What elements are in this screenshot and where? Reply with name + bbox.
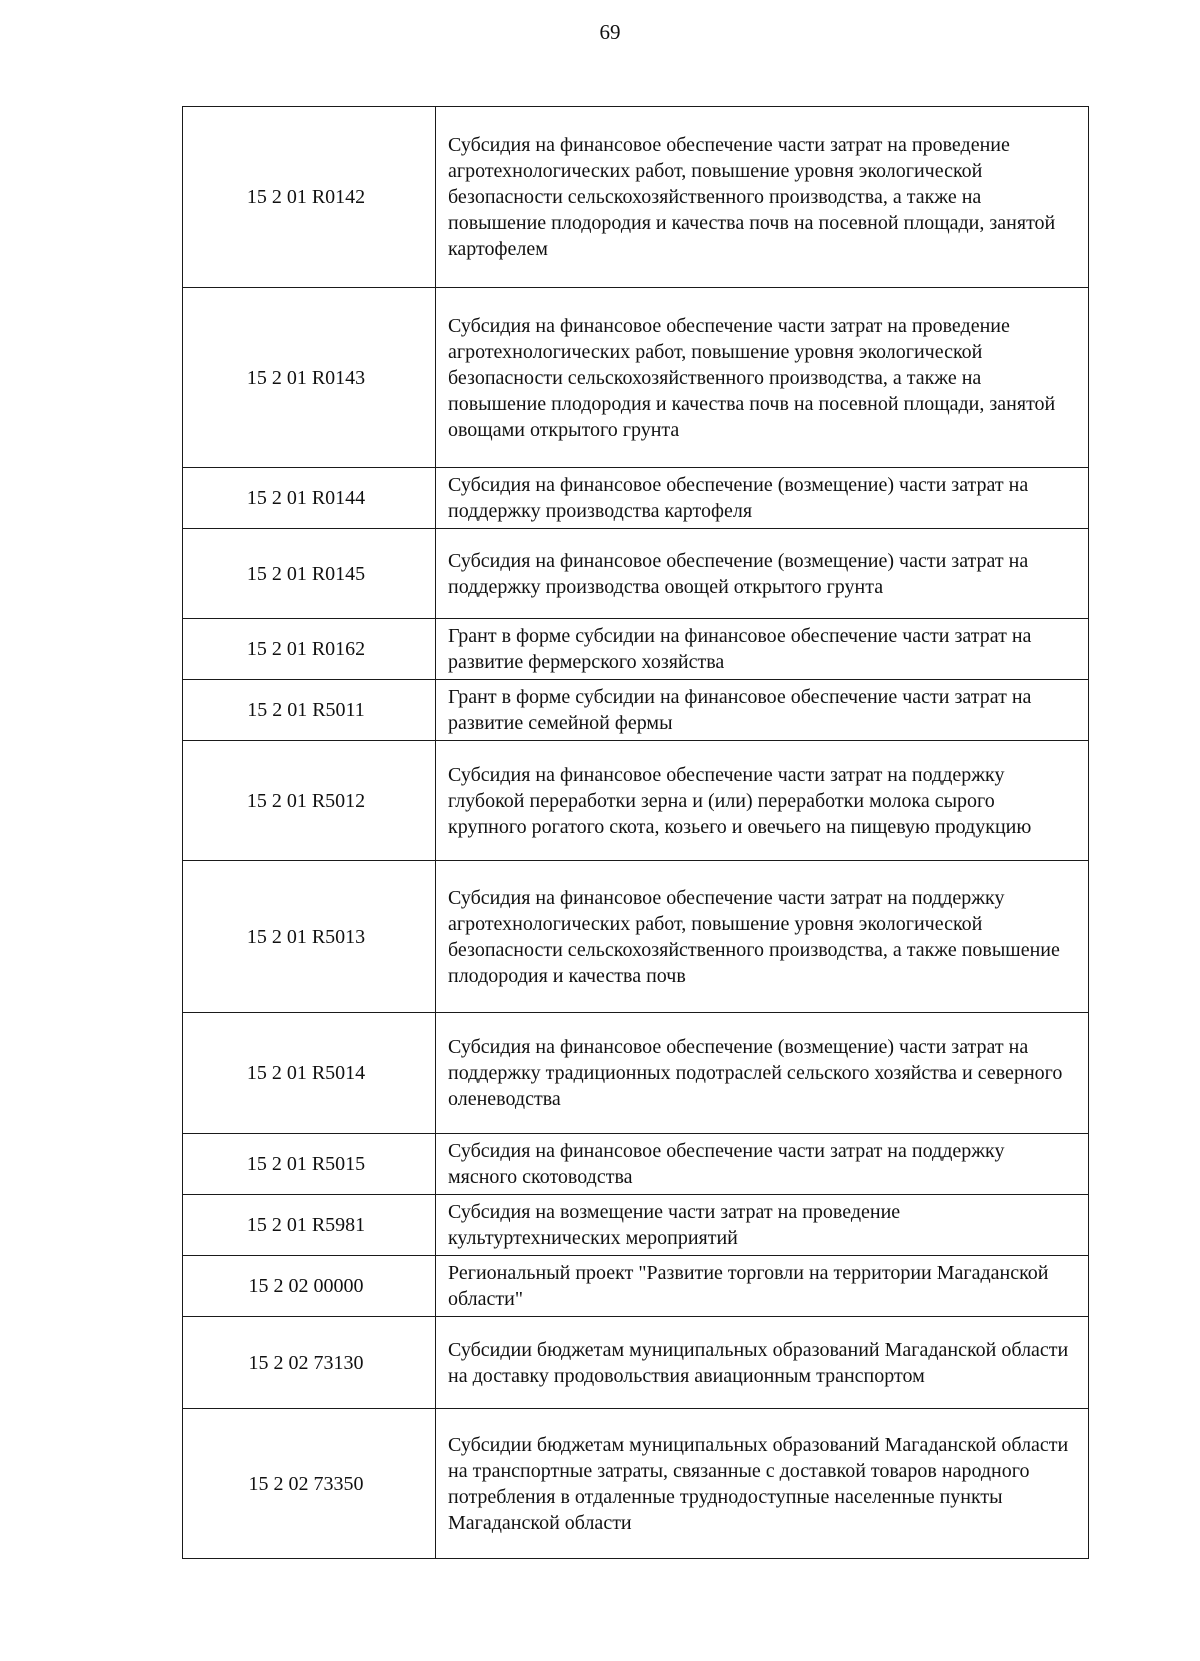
table-row: [183, 741, 1089, 861]
table-row: [183, 529, 1089, 619]
table-row: [183, 1409, 1089, 1559]
row-description: Субсидия на финансовое обеспечение (возмещение) части затрат на поддержку производства овощей открытого грунта: [436, 529, 1089, 619]
table-row: [183, 619, 1089, 680]
table-row: [183, 1317, 1089, 1409]
table-row: [183, 1195, 1089, 1256]
row-description: Субсидия на финансовое обеспечение (возмещение) части затрат на поддержку традиционных подотраслей сельского хозяйства и северного оленеводства: [436, 1013, 1089, 1134]
row-code: 15 2 02 73130: [183, 1317, 436, 1409]
row-code: 15 2 01 R5012: [183, 741, 436, 861]
table-row: [183, 1256, 1089, 1317]
row-description: Субсидии бюджетам муниципальных образований Магаданской области на доставку продовольствия авиационным транспортом: [436, 1317, 1089, 1409]
page-number: 69: [599, 20, 621, 44]
table-row: [183, 680, 1089, 741]
row-description: Субсидия на финансовое обеспечение части затрат на проведение агротехнологических работ, повышение уровня экологической безопасности сельскохозяйственного производства, а также на повышение плодородия и качества почв на посевной площади, занятой картофелем: [436, 107, 1089, 288]
row-code: 15 2 01 R5011: [183, 680, 436, 741]
table-row: [183, 288, 1089, 468]
row-code: 15 2 01 R0162: [183, 619, 436, 680]
row-code: 15 2 01 R5015: [183, 1134, 436, 1195]
row-description: Субсидия на финансовое обеспечение части затрат на поддержку глубокой переработки зерна и (или) переработки молока сырого крупного рогатого скота, козьего и овечьего на пищевую продукцию: [436, 741, 1089, 861]
row-code: 15 2 01 R5013: [183, 861, 436, 1013]
row-code: 15 2 01 R0142: [183, 107, 436, 288]
row-description: Субсидии бюджетам муниципальных образований Магаданской области на транспортные затраты, связанные с доставкой товаров народного потребления в отдаленные труднодоступные населенные пункты Магаданской области: [436, 1409, 1089, 1559]
table-row: [183, 861, 1089, 1013]
budget-classification-table: [182, 106, 1089, 1559]
row-description: Грант в форме субсидии на финансовое обеспечение части затрат на развитие семейной фермы: [436, 680, 1089, 741]
row-code: 15 2 02 00000: [183, 1256, 436, 1317]
row-code: 15 2 01 R0143: [183, 288, 436, 468]
table-row: [183, 468, 1089, 529]
row-description: Региональный проект "Развитие торговли на территории Магаданской области": [436, 1256, 1089, 1317]
table-row: [183, 1134, 1089, 1195]
row-code: 15 2 01 R5014: [183, 1013, 436, 1134]
row-description: Субсидия на возмещение части затрат на проведение культуртехнических мероприятий: [436, 1195, 1089, 1256]
table-row: [183, 107, 1089, 288]
table-row: [183, 1013, 1089, 1134]
row-description: Субсидия на финансовое обеспечение части затрат на поддержку агротехнологических работ, повышение уровня экологической безопасности сельскохозяйственного производства, а также повышение плодородия и качества почв: [436, 861, 1089, 1013]
row-description: Субсидия на финансовое обеспечение части затрат на проведение агротехнологических работ, повышение уровня экологической безопасности сельскохозяйственного производства, а также на повышение плодородия и качества почв на посевной площади, занятой овощами открытого грунта: [436, 288, 1089, 468]
row-description: Грант в форме субсидии на финансовое обеспечение части затрат на развитие фермерского хозяйства: [436, 619, 1089, 680]
row-code: 15 2 02 73350: [183, 1409, 436, 1559]
row-code: 15 2 01 R0145: [183, 529, 436, 619]
row-code: 15 2 01 R0144: [183, 468, 436, 529]
row-description: Субсидия на финансовое обеспечение части затрат на поддержку мясного скотоводства: [436, 1134, 1089, 1195]
row-description: Субсидия на финансовое обеспечение (возмещение) части затрат на поддержку производства картофеля: [436, 468, 1089, 529]
row-code: 15 2 01 R5981: [183, 1195, 436, 1256]
